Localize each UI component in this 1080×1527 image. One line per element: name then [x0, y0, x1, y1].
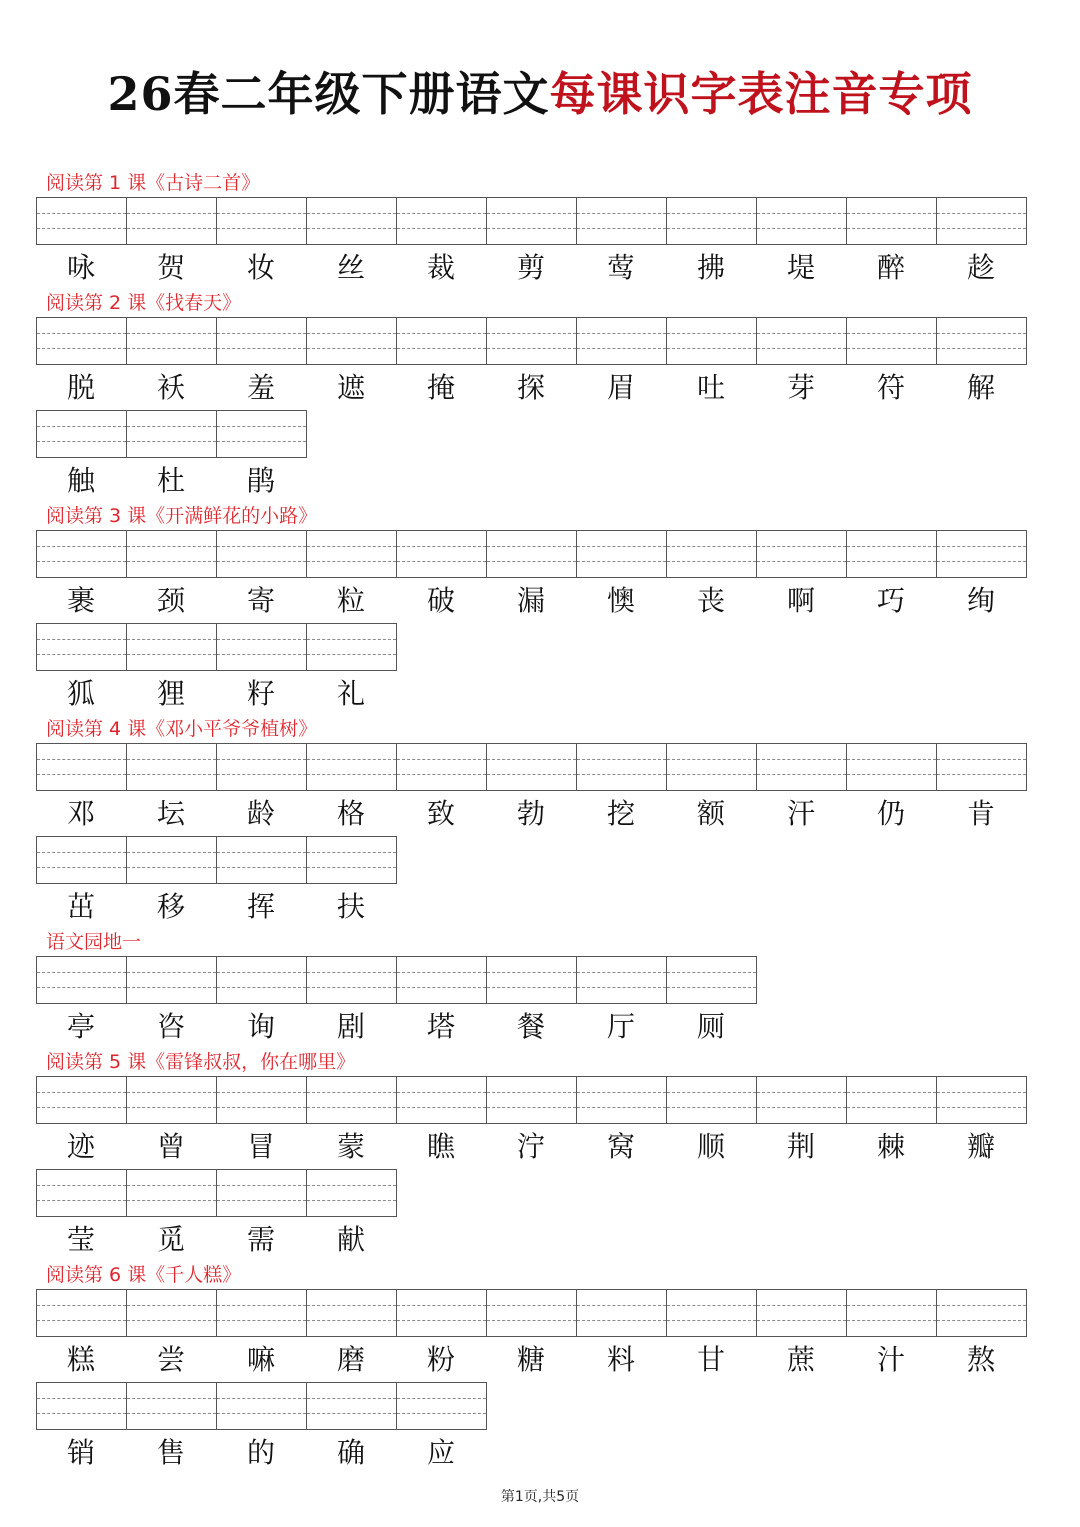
hanzi-character: 窝 [606, 1130, 635, 1163]
pinyin-writing-grid [36, 410, 307, 458]
hanzi-character: 棘 [876, 1130, 905, 1163]
character-row [36, 1431, 486, 1475]
hanzi-character: 啊 [786, 584, 815, 617]
hanzi-character: 龄 [246, 797, 275, 830]
pinyin-box[interactable] [37, 410, 127, 458]
pinyin-writing-grid [36, 1169, 397, 1217]
hanzi-character: 粒 [336, 584, 365, 617]
pinyin-box[interactable] [757, 1289, 847, 1337]
pinyin-box[interactable] [847, 1289, 937, 1337]
pinyin-box[interactable] [217, 317, 307, 365]
pinyin-box[interactable] [37, 317, 127, 365]
hanzi-character: 剧 [336, 1010, 365, 1043]
hanzi-character: 茁 [66, 890, 95, 923]
pinyin-box[interactable] [667, 743, 757, 791]
pinyin-writing-grid [36, 530, 1027, 578]
hanzi-character: 瓣 [966, 1130, 995, 1163]
hanzi-character: 扶 [336, 890, 365, 923]
character-row [36, 459, 306, 503]
pinyin-box[interactable] [667, 317, 757, 365]
pinyin-box[interactable] [217, 956, 307, 1004]
hanzi-character: 迹 [66, 1130, 95, 1163]
hanzi-character: 厅 [606, 1010, 635, 1043]
pinyin-box[interactable] [127, 197, 217, 245]
pinyin-box[interactable] [937, 1289, 1027, 1337]
pinyin-box[interactable] [397, 317, 487, 365]
pinyin-box[interactable] [127, 1289, 217, 1337]
character-row [36, 579, 1026, 623]
character-row [36, 885, 396, 929]
hanzi-character: 丝 [336, 251, 365, 284]
pinyin-box[interactable] [37, 1169, 127, 1217]
pinyin-box[interactable] [217, 1382, 307, 1430]
hanzi-character: 莺 [606, 251, 635, 284]
pinyin-box[interactable] [667, 530, 757, 578]
section-heading: 语文园地一 [46, 931, 142, 953]
hanzi-character: 裹 [66, 584, 95, 617]
section-heading: 阅读第 6 课《千人糕》 [46, 1264, 242, 1286]
hanzi-character: 询 [246, 1010, 275, 1043]
pinyin-box[interactable] [217, 836, 307, 884]
hanzi-character: 鹃 [246, 464, 275, 497]
pinyin-box[interactable] [667, 1076, 757, 1124]
hanzi-character: 糕 [66, 1343, 95, 1376]
pinyin-box[interactable] [37, 1076, 127, 1124]
pinyin-box[interactable] [127, 317, 217, 365]
pinyin-box[interactable] [937, 530, 1027, 578]
hanzi-character: 觅 [156, 1223, 185, 1256]
pinyin-box[interactable] [217, 743, 307, 791]
pinyin-box[interactable] [397, 956, 487, 1004]
hanzi-character: 仍 [876, 797, 905, 830]
pinyin-box[interactable] [487, 743, 577, 791]
hanzi-character: 丧 [696, 584, 725, 617]
page-number: 第1页,共5页 [500, 1489, 580, 1505]
hanzi-character: 漏 [516, 584, 545, 617]
pinyin-box[interactable] [937, 317, 1027, 365]
hanzi-character: 趁 [966, 251, 995, 284]
hanzi-character: 挥 [246, 890, 275, 923]
pinyin-box[interactable] [397, 197, 487, 245]
pinyin-box[interactable] [307, 623, 397, 671]
hanzi-character: 破 [426, 584, 455, 617]
pinyin-box[interactable] [307, 1169, 397, 1217]
character-row [36, 246, 1026, 290]
pinyin-box[interactable] [307, 956, 397, 1004]
hanzi-character: 袄 [156, 371, 185, 404]
section-heading: 阅读第 2 课《找春天》 [46, 292, 242, 314]
pinyin-box[interactable] [667, 956, 757, 1004]
character-row [36, 792, 1026, 836]
pinyin-box[interactable] [577, 530, 667, 578]
character-row [36, 366, 1026, 410]
pinyin-writing-grid [36, 1382, 487, 1430]
hanzi-character: 触 [66, 464, 95, 497]
character-row [36, 1218, 396, 1262]
hanzi-character: 应 [426, 1436, 455, 1469]
pinyin-box[interactable] [307, 1076, 397, 1124]
hanzi-character: 餐 [516, 1010, 545, 1043]
hanzi-character: 磨 [336, 1343, 365, 1376]
pinyin-box[interactable] [487, 1076, 577, 1124]
hanzi-character: 裁 [426, 251, 455, 284]
pinyin-box[interactable] [307, 1289, 397, 1337]
pinyin-box[interactable] [217, 1169, 307, 1217]
hanzi-character: 醉 [876, 251, 905, 284]
pinyin-box[interactable] [577, 317, 667, 365]
hanzi-character: 莹 [66, 1223, 95, 1256]
hanzi-character: 籽 [246, 677, 275, 710]
pinyin-box[interactable] [667, 197, 757, 245]
pinyin-box[interactable] [847, 1076, 937, 1124]
pinyin-writing-grid [36, 317, 1027, 365]
hanzi-character: 寄 [246, 584, 275, 617]
pinyin-box[interactable] [37, 956, 127, 1004]
section-heading: 阅读第 4 课《邓小平爷爷植树》 [46, 718, 318, 740]
pinyin-box[interactable] [307, 1382, 397, 1430]
pinyin-box[interactable] [127, 530, 217, 578]
pinyin-box[interactable] [127, 410, 217, 458]
hanzi-character: 解 [966, 371, 995, 404]
pinyin-box[interactable] [757, 743, 847, 791]
page-title [0, 54, 1080, 134]
pinyin-box[interactable] [397, 1076, 487, 1124]
pinyin-box[interactable] [667, 1289, 757, 1337]
pinyin-box[interactable] [127, 1382, 217, 1430]
section-heading: 阅读第 5 课《雷锋叔叔，你在哪里》 [46, 1051, 356, 1073]
pinyin-box[interactable] [847, 197, 937, 245]
hanzi-character: 拂 [696, 251, 725, 284]
hanzi-character: 狸 [156, 677, 185, 710]
hanzi-character: 塔 [426, 1010, 455, 1043]
hanzi-character: 符 [876, 371, 905, 404]
hanzi-character: 额 [696, 797, 725, 830]
hanzi-character: 掩 [426, 371, 455, 404]
hanzi-character: 巧 [876, 584, 905, 617]
hanzi-character: 厕 [696, 1010, 725, 1043]
pinyin-box[interactable] [37, 197, 127, 245]
hanzi-character: 芽 [786, 371, 815, 404]
pinyin-box[interactable] [127, 836, 217, 884]
pinyin-box[interactable] [847, 530, 937, 578]
pinyin-box[interactable] [127, 623, 217, 671]
hanzi-character: 杜 [156, 464, 185, 497]
pinyin-box[interactable] [307, 743, 397, 791]
hanzi-character: 脱 [66, 371, 95, 404]
pinyin-box[interactable] [757, 1076, 847, 1124]
section-heading: 阅读第 1 课《古诗二首》 [46, 172, 261, 194]
hanzi-character: 销 [66, 1436, 95, 1469]
hanzi-character: 需 [246, 1223, 275, 1256]
pinyin-box[interactable] [217, 1289, 307, 1337]
pinyin-box[interactable] [37, 1289, 127, 1337]
character-row [36, 1125, 1026, 1169]
pinyin-box[interactable] [127, 956, 217, 1004]
hanzi-character: 挖 [606, 797, 635, 830]
pinyin-box[interactable] [217, 410, 307, 458]
pinyin-writing-grid [36, 197, 1027, 245]
pinyin-writing-grid [36, 743, 1027, 791]
hanzi-character: 售 [156, 1436, 185, 1469]
pinyin-box[interactable] [757, 530, 847, 578]
pinyin-box[interactable] [487, 197, 577, 245]
title-grade-part: 26春二年级下册语文 [107, 67, 550, 121]
hanzi-character: 确 [336, 1436, 365, 1469]
hanzi-character: 粉 [426, 1343, 455, 1376]
pinyin-box[interactable] [37, 623, 127, 671]
pinyin-box[interactable] [937, 197, 1027, 245]
hanzi-character: 堤 [786, 251, 815, 284]
character-row [36, 1338, 1026, 1382]
hanzi-character: 咨 [156, 1010, 185, 1043]
pinyin-box[interactable] [397, 1289, 487, 1337]
hanzi-character: 瞧 [426, 1130, 455, 1163]
hanzi-character: 尝 [156, 1343, 185, 1376]
hanzi-character: 嘛 [246, 1343, 275, 1376]
pinyin-writing-grid [36, 836, 397, 884]
pinyin-box[interactable] [127, 1076, 217, 1124]
pinyin-box[interactable] [127, 743, 217, 791]
pinyin-box[interactable] [937, 743, 1027, 791]
hanzi-character: 冒 [246, 1130, 275, 1163]
pinyin-box[interactable] [487, 1289, 577, 1337]
title-topic-part: 每课识字表注音专项 [549, 67, 973, 121]
hanzi-character: 绚 [966, 584, 995, 617]
pinyin-writing-grid [36, 1289, 1027, 1337]
pinyin-box[interactable] [487, 956, 577, 1004]
pinyin-box[interactable] [847, 743, 937, 791]
pinyin-box[interactable] [577, 1076, 667, 1124]
pinyin-box[interactable] [37, 1382, 127, 1430]
hanzi-character: 移 [156, 890, 185, 923]
pinyin-box[interactable] [937, 1076, 1027, 1124]
pinyin-writing-grid [36, 623, 397, 671]
character-row [36, 1005, 756, 1049]
pinyin-box[interactable] [397, 530, 487, 578]
pinyin-box[interactable] [37, 836, 127, 884]
hanzi-character: 吐 [696, 371, 725, 404]
pinyin-box[interactable] [397, 1382, 487, 1430]
pinyin-box[interactable] [307, 836, 397, 884]
pinyin-box[interactable] [217, 197, 307, 245]
pinyin-box[interactable] [757, 197, 847, 245]
section-heading: 阅读第 3 课《开满鲜花的小路》 [46, 505, 318, 527]
pinyin-box[interactable] [487, 317, 577, 365]
hanzi-character: 坛 [156, 797, 185, 830]
pinyin-box[interactable] [217, 530, 307, 578]
hanzi-character: 蔗 [786, 1343, 815, 1376]
hanzi-character: 狐 [66, 677, 95, 710]
hanzi-character: 献 [336, 1223, 365, 1256]
hanzi-character: 蒙 [336, 1130, 365, 1163]
pinyin-box[interactable] [577, 1289, 667, 1337]
character-row [36, 672, 396, 716]
hanzi-character: 熬 [966, 1343, 995, 1376]
hanzi-character: 格 [336, 797, 365, 830]
pinyin-box[interactable] [217, 1076, 307, 1124]
pinyin-box[interactable] [307, 197, 397, 245]
hanzi-character: 的 [246, 1436, 275, 1469]
pinyin-box[interactable] [307, 317, 397, 365]
hanzi-character: 顺 [696, 1130, 725, 1163]
hanzi-character: 礼 [336, 677, 365, 710]
pinyin-box[interactable] [487, 530, 577, 578]
hanzi-character: 懊 [606, 584, 635, 617]
hanzi-character: 荆 [786, 1130, 815, 1163]
pinyin-box[interactable] [37, 743, 127, 791]
pinyin-box[interactable] [577, 743, 667, 791]
pinyin-writing-grid [36, 1076, 1027, 1124]
hanzi-character: 羞 [246, 371, 275, 404]
hanzi-character: 眉 [606, 371, 635, 404]
hanzi-character: 咏 [66, 251, 95, 284]
hanzi-character: 妆 [246, 251, 275, 284]
hanzi-character: 勃 [516, 797, 545, 830]
hanzi-character: 亭 [66, 1010, 95, 1043]
hanzi-character: 汁 [876, 1343, 905, 1376]
pinyin-box[interactable] [847, 317, 937, 365]
hanzi-character: 料 [606, 1343, 635, 1376]
pinyin-box[interactable] [757, 317, 847, 365]
hanzi-character: 贺 [156, 251, 185, 284]
hanzi-character: 致 [426, 797, 455, 830]
pinyin-box[interactable] [37, 530, 127, 578]
hanzi-character: 邓 [66, 797, 95, 830]
hanzi-character: 甘 [696, 1343, 725, 1376]
pinyin-writing-grid [36, 956, 757, 1004]
hanzi-character: 颈 [156, 584, 185, 617]
hanzi-character: 探 [516, 371, 545, 404]
hanzi-character: 遮 [336, 371, 365, 404]
pinyin-box[interactable] [577, 956, 667, 1004]
hanzi-character: 汗 [786, 797, 815, 830]
pinyin-box[interactable] [577, 197, 667, 245]
pinyin-box[interactable] [307, 530, 397, 578]
pinyin-box[interactable] [397, 743, 487, 791]
hanzi-character: 糖 [516, 1343, 545, 1376]
hanzi-character: 曾 [156, 1130, 185, 1163]
hanzi-character: 肯 [966, 797, 995, 830]
pinyin-box[interactable] [127, 1169, 217, 1217]
hanzi-character: 剪 [516, 251, 545, 284]
hanzi-character: 泞 [516, 1130, 545, 1163]
pinyin-box[interactable] [217, 623, 307, 671]
